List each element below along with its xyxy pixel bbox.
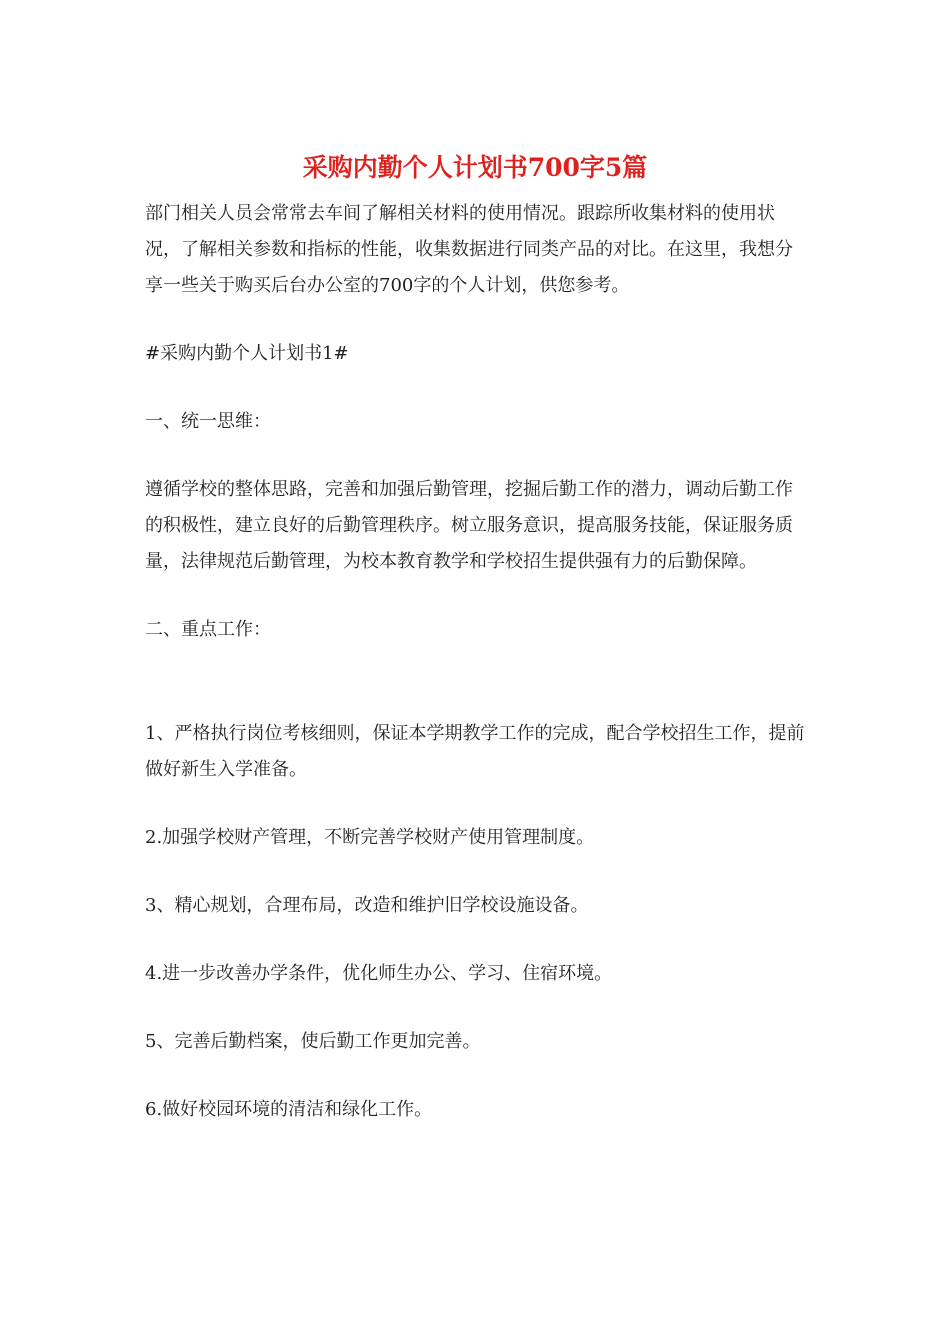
document-body [145,196,807,1128]
intro-paragraph: 部门相关人员会常常去车间了解相关材料的使用情况。跟踪所收集材料的使用状况，了解相关参数和指标的性能，收集数据进行同类产品的对比。在这里，我想分享一些关于购买后台办公室的700字的个人计划，供您参考。 [145,203,793,296]
section-heading: #采购内勤个人计划书1# [145,343,349,364]
part1-paragraph: 遵循学校的整体思路，完善和加强后勤管理，挖掘后勤工作的潜力，调动后勤工作的积极性，建立良好的后勤管理秩序。树立服务意识，提高服务技能，保证服务质量，法律规范后勤管理，为校本教育教学和学校招生提供强有力的后勤保障。 [145,479,793,572]
list-item: 1、严格执行岗位考核细则，保证本学期教学工作的完成，配合学校招生工作，提前做好新生入学准备。 [145,723,805,780]
part2-heading: 二、重点工作： [145,619,271,640]
part1-heading: 一、统一思维： [145,411,271,432]
list-item: 3、精心规划，合理布局，改造和维护旧学校设施设备。 [145,895,589,916]
list-item: 5、完善后勤档案，使后勤工作更加完善。 [145,1031,481,1052]
list-item: 2.加强学校财产管理，不断完善学校财产使用管理制度。 [145,827,595,848]
list-item: 6.做好校园环境的清洁和绿化工作。 [145,1099,433,1120]
list-item: 4.进一步改善办学条件，优化师生办公、学习、住宿环境。 [145,963,613,984]
document-title: 采购内勤个人计划书700字5篇 [302,153,648,182]
